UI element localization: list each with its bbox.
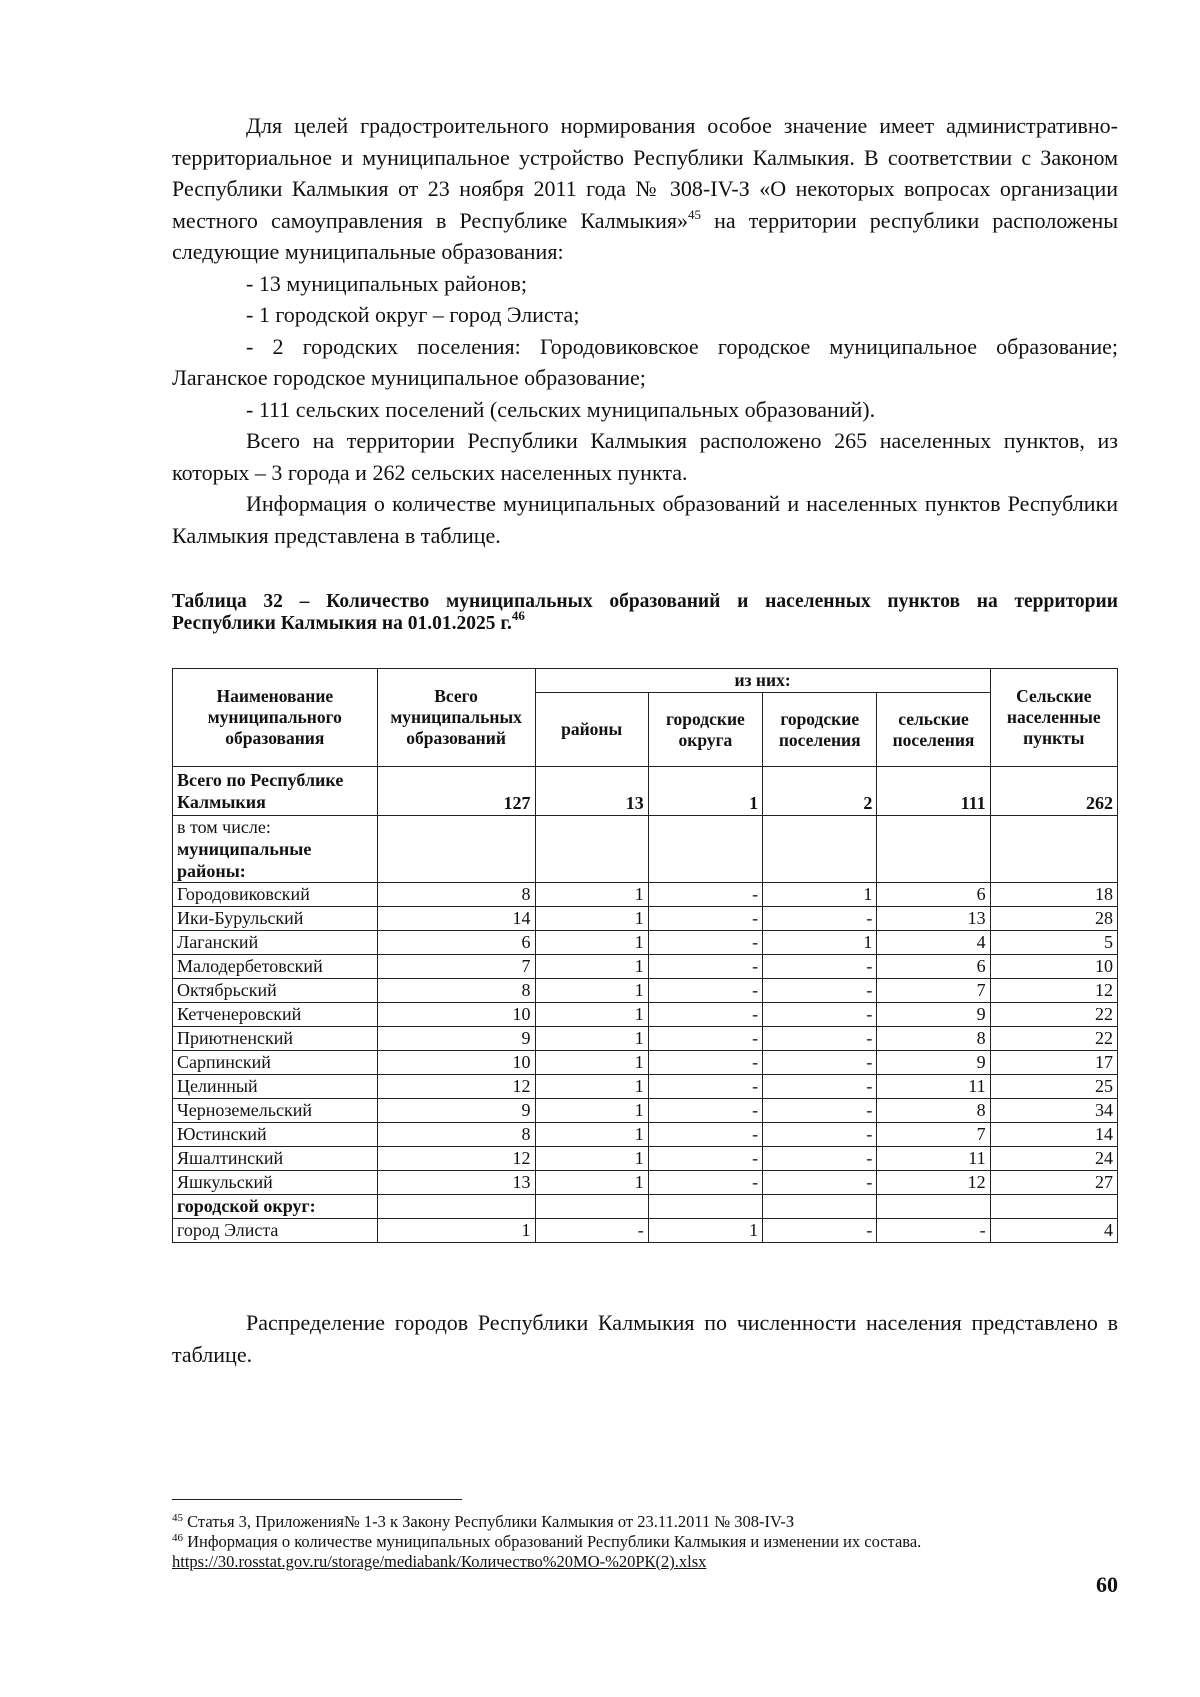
cell: 34 (990, 1099, 1117, 1123)
footnote-45 (172, 1512, 1118, 1532)
cell: 8 (377, 1123, 535, 1147)
cell: - (763, 1219, 877, 1243)
table-row (173, 1027, 1118, 1051)
footnote-ref-46[interactable]: 46 (511, 608, 525, 623)
cell: - (648, 1171, 762, 1195)
cell: 25 (990, 1075, 1117, 1099)
cell: - (648, 1003, 762, 1027)
subheader-row (173, 816, 1118, 883)
cell: 12 (990, 979, 1117, 1003)
cell: 1 (535, 1171, 648, 1195)
cell: 8 (877, 1099, 990, 1123)
header-rural-settlements: сельские поселения (877, 693, 990, 767)
header-districts: районы (535, 693, 648, 767)
empty-cell (877, 1195, 990, 1219)
caption-line-1: Таблица 32 – Количество муниципальных образований и населенных пунктов на территории (172, 591, 1118, 612)
row-name: Приютненский (173, 1027, 378, 1051)
cell: 1 (648, 1219, 762, 1243)
cell: 6 (877, 883, 990, 907)
cell: 12 (877, 1171, 990, 1195)
okrug-header: городской округ: (173, 1195, 378, 1219)
cell: 8 (377, 979, 535, 1003)
cell: - (648, 979, 762, 1003)
settlements-paragraph: Всего на территории Республики Калмыкия расположено 265 населенных пунктов, из которых – 3 города и 262 сельских населенных пункта. (172, 428, 1118, 485)
after-table-paragraph (172, 1307, 1118, 1370)
cell: 1 (535, 907, 648, 931)
cell: 1 (648, 767, 762, 816)
cell: 11 (877, 1147, 990, 1171)
cell: 11 (877, 1075, 990, 1099)
table-row (173, 1123, 1118, 1147)
cell: - (877, 1219, 990, 1243)
source-link[interactable]: https://30.rosstat.gov.ru/storage/mediabank/Количество%20МО-%20РК(2).xlsx (172, 1552, 707, 1571)
cell: - (763, 1123, 877, 1147)
info-paragraph: Информация о количестве муниципальных образований и населенных пунктов Республики Калмыкия представлена в таблице. (172, 491, 1118, 548)
cell: 7 (877, 979, 990, 1003)
table-row (173, 1219, 1118, 1243)
intro-text-tail: на территории республики расположены следующие муниципальные образования: (172, 207, 1118, 264)
cell: - (648, 931, 762, 955)
cell: - (763, 1027, 877, 1051)
page-number: 60 (1096, 1572, 1118, 1597)
cell: 9 (877, 1003, 990, 1027)
row-name: Сарпинский (173, 1051, 378, 1075)
footnote-number: 46 (172, 1532, 183, 1544)
footnote-text: Информация о количестве муниципальных образований Республики Калмыкия и изменении их состава. (183, 1532, 922, 1551)
cell: 17 (990, 1051, 1117, 1075)
table-row (173, 1171, 1118, 1195)
cell: 12 (377, 1075, 535, 1099)
list-item: - 111 сельских поселений (сельских муниципальных образований). (246, 396, 876, 422)
subheader-line-1: в том числе: (177, 817, 271, 837)
table-row (173, 979, 1118, 1003)
cell: 10 (377, 1051, 535, 1075)
row-name: Лаганский (173, 931, 378, 955)
empty-cell (377, 816, 535, 883)
cell: - (763, 1051, 877, 1075)
cell: - (763, 1147, 877, 1171)
cell: - (535, 1219, 648, 1243)
row-name: Целинный (173, 1075, 378, 1099)
cell: 8 (377, 883, 535, 907)
table-row (173, 1099, 1118, 1123)
cell: - (648, 1027, 762, 1051)
cell: 10 (990, 955, 1117, 979)
header-of-which: из них: (535, 669, 990, 693)
footnotes (172, 1512, 1118, 1572)
cell: 13 (535, 767, 648, 816)
cell: - (763, 1099, 877, 1123)
header-city-okrugs: городские округа (648, 693, 762, 767)
row-name: Ики-Бурульский (173, 907, 378, 931)
intro-paragraph (172, 110, 1118, 268)
row-name: Малодербетовский (173, 955, 378, 979)
cell: 1 (535, 955, 648, 979)
row-name: Черноземельский (173, 1099, 378, 1123)
row-name: Городовиковский (173, 883, 378, 907)
table-row (173, 883, 1118, 907)
table-row (173, 1051, 1118, 1075)
cell: 1 (535, 979, 648, 1003)
header-urban-settlements: городские поселения (763, 693, 877, 767)
cell: 14 (377, 907, 535, 931)
cell: 9 (377, 1027, 535, 1051)
cell: 9 (377, 1099, 535, 1123)
cell: 1 (535, 883, 648, 907)
cell: - (763, 1075, 877, 1099)
table-row (173, 907, 1118, 931)
intro-text: Для целей градостроительного нормирования особое значение имеет административно-территориальное и муниципальное устройство Республики Калмыкия. В соответствии с Законом Республики Калмыкия от 23 ноября 2011 года № 308-IV-З «О некоторых вопросах организации местного самоуправления в Республике Калмыкия» (172, 113, 1118, 233)
subheader-cell (173, 816, 378, 883)
cell: 262 (990, 767, 1117, 816)
document-page (172, 110, 1118, 1571)
cell: 9 (877, 1051, 990, 1075)
cell: 4 (990, 1219, 1117, 1243)
cell: 6 (377, 931, 535, 955)
cell: - (763, 955, 877, 979)
empty-cell (535, 816, 648, 883)
cell: 13 (877, 907, 990, 931)
footnote-46 (172, 1532, 1118, 1572)
list-item: - 2 городских поселения: Городовиковское городское муниципальное образование; Лаганское городское муниципальное образование; (172, 333, 1118, 390)
empty-cell (877, 816, 990, 883)
row-name: Всего по Республике Калмыкия (173, 767, 378, 816)
total-row (173, 767, 1118, 816)
header-total: Всего муниципальных образований (377, 669, 535, 767)
cell: 27 (990, 1171, 1117, 1195)
row-name: Яшалтинский (173, 1147, 378, 1171)
subheader-line-2: муниципальные районы: (177, 839, 312, 881)
row-name: Яшкульский (173, 1171, 378, 1195)
cell: 13 (377, 1171, 535, 1195)
cell: 2 (763, 767, 877, 816)
cell: - (763, 907, 877, 931)
row-name: Октябрьский (173, 979, 378, 1003)
cell: 1 (535, 1051, 648, 1075)
cell: - (648, 1051, 762, 1075)
footnote-ref-45[interactable]: 45 (687, 206, 701, 222)
table-row (173, 1147, 1118, 1171)
cell: 22 (990, 1003, 1117, 1027)
cell: - (763, 979, 877, 1003)
footnote-divider (172, 1499, 462, 1500)
header-rural-localities: Сельские населенные пункты (990, 669, 1117, 767)
empty-cell (648, 816, 762, 883)
cell: 18 (990, 883, 1117, 907)
table-row (173, 955, 1118, 979)
list-item: - 13 муниципальных районов; (246, 270, 527, 296)
cell: - (648, 1075, 762, 1099)
empty-cell (990, 1195, 1117, 1219)
list-item: - 1 городской округ – город Элиста; (246, 302, 580, 327)
table-row (173, 1075, 1118, 1099)
empty-cell (377, 1195, 535, 1219)
after-text: Распределение городов Республики Калмыкия по численности населения представлено в таблице. (172, 1310, 1118, 1367)
empty-cell (990, 816, 1117, 883)
cell: 1 (535, 1099, 648, 1123)
row-name: Юстинский (173, 1123, 378, 1147)
cell: 4 (877, 931, 990, 955)
cell: 7 (377, 955, 535, 979)
cell: 14 (990, 1123, 1117, 1147)
footnote-text: Статья 3, Приложения№ 1-3 к Закону Республики Калмыкия от 23.11.2011 № 308-IV-З (183, 1512, 795, 1531)
footnote-number: 45 (172, 1512, 183, 1524)
table-caption (172, 591, 1118, 635)
cell: 111 (877, 767, 990, 816)
cell: 1 (535, 1003, 648, 1027)
cell: 1 (535, 1027, 648, 1051)
header-name: Наименование муниципального образования (173, 669, 378, 767)
cell: 12 (377, 1147, 535, 1171)
cell: - (763, 1171, 877, 1195)
caption-line-2: Республики Калмыкия на 01.01.2025 г. (172, 613, 512, 634)
empty-cell (648, 1195, 762, 1219)
cell: 6 (877, 955, 990, 979)
cell: 5 (990, 931, 1117, 955)
cell: 8 (877, 1027, 990, 1051)
cell: - (648, 1147, 762, 1171)
cell: 7 (877, 1123, 990, 1147)
cell: 1 (377, 1219, 535, 1243)
cell: 10 (377, 1003, 535, 1027)
cell: 1 (535, 1123, 648, 1147)
cell: - (648, 1099, 762, 1123)
table-row (173, 1003, 1118, 1027)
cell: - (648, 907, 762, 931)
cell: - (648, 955, 762, 979)
cell: 127 (377, 767, 535, 816)
empty-cell (763, 816, 877, 883)
cell: 28 (990, 907, 1117, 931)
empty-cell (535, 1195, 648, 1219)
cell: 24 (990, 1147, 1117, 1171)
row-name: город Элиста (173, 1219, 378, 1243)
municipalities-table (172, 668, 1118, 1243)
cell: 1 (763, 883, 877, 907)
cell: 1 (535, 931, 648, 955)
cell: 1 (535, 1075, 648, 1099)
cell: 1 (535, 1147, 648, 1171)
cell: - (648, 883, 762, 907)
row-name: Кетченеровский (173, 1003, 378, 1027)
table-row (173, 931, 1118, 955)
cell: 1 (763, 931, 877, 955)
cell: - (763, 1003, 877, 1027)
cell: 22 (990, 1027, 1117, 1051)
empty-cell (763, 1195, 877, 1219)
okrug-header-row (173, 1195, 1118, 1219)
cell: - (648, 1123, 762, 1147)
